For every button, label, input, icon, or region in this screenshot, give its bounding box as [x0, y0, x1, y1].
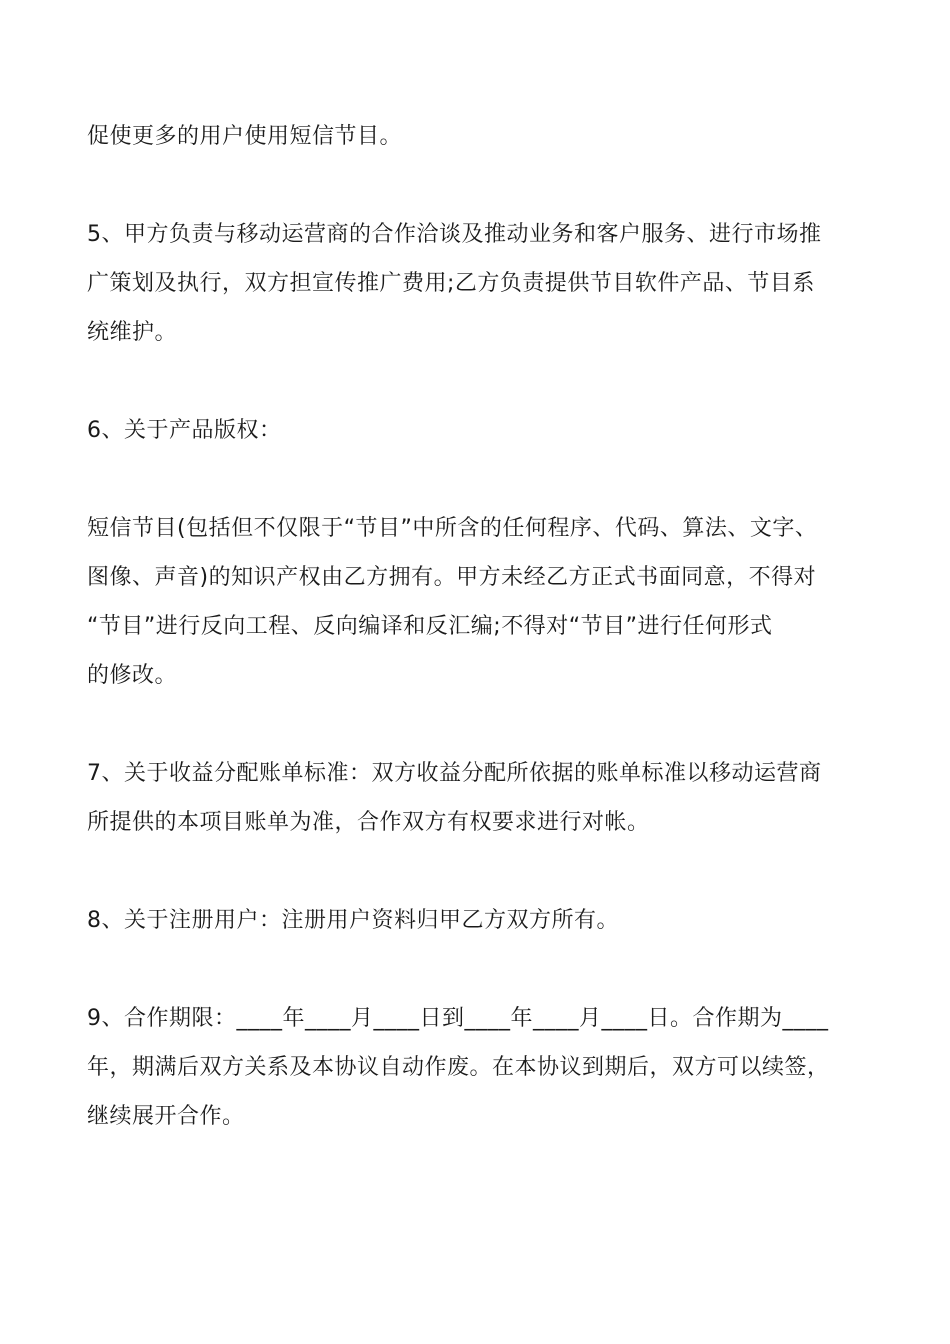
text-line: 统维护。: [87, 320, 178, 345]
text-line: 6、关于产品版权：: [87, 418, 282, 443]
text-line: 广策划及执行，双方担宣传推广费用;乙方负责提供节目软件产品、节目系: [87, 271, 815, 296]
paragraph-clause-9: [87, 994, 887, 1141]
text-line: 所提供的本项目账单为准，合作双方有权要求进行对帐。: [87, 810, 650, 835]
text-line: 图像、声音)的知识产权由乙方拥有。甲方未经乙方正式书面同意，不得对: [87, 565, 817, 590]
paragraph-clause-5: [87, 210, 887, 357]
paragraph-gap: [87, 455, 887, 504]
paragraph-gap: [87, 700, 887, 749]
text-line: 短信节目(包括但不仅限于“节目”中所含的任何程序、代码、算法、文字、: [87, 516, 818, 541]
paragraph-clause-6-heading: [87, 406, 887, 455]
text-line: “节目”进行反向工程、反向编译和反汇编;不得对“节目”进行任何形式: [87, 614, 773, 639]
paragraph-continuation: [87, 112, 887, 161]
text-line: 8、关于注册用户：注册用户资料归甲乙方双方所有。: [87, 908, 619, 933]
paragraph-gap: [87, 161, 887, 210]
text-line: 5、甲方负责与移动运营商的合作洽谈及推动业务和客户服务、进行市场推: [87, 222, 822, 247]
document-page: [87, 112, 887, 1141]
text-line: 年，期满后双方关系及本协议自动作废。在本协议到期后，双方可以续签，: [87, 1055, 830, 1080]
paragraph-gap: [87, 357, 887, 406]
text-line: 7、关于收益分配账单标准：双方收益分配所依据的账单标准以移动运营商: [87, 761, 822, 786]
text-line: 继续展开合作。: [87, 1104, 245, 1129]
paragraph-clause-7: [87, 749, 887, 847]
paragraph-clause-6-body: [87, 504, 887, 700]
text-line: 促使更多的用户使用短信节目。: [87, 124, 403, 149]
paragraph-gap: [87, 945, 887, 994]
text-line: 9、合作期限：____年____月____日到____年____月____日。合作期为____: [87, 1006, 829, 1031]
paragraph-gap: [87, 847, 887, 896]
paragraph-clause-8: [87, 896, 887, 945]
text-line: 的修改。: [87, 663, 178, 688]
